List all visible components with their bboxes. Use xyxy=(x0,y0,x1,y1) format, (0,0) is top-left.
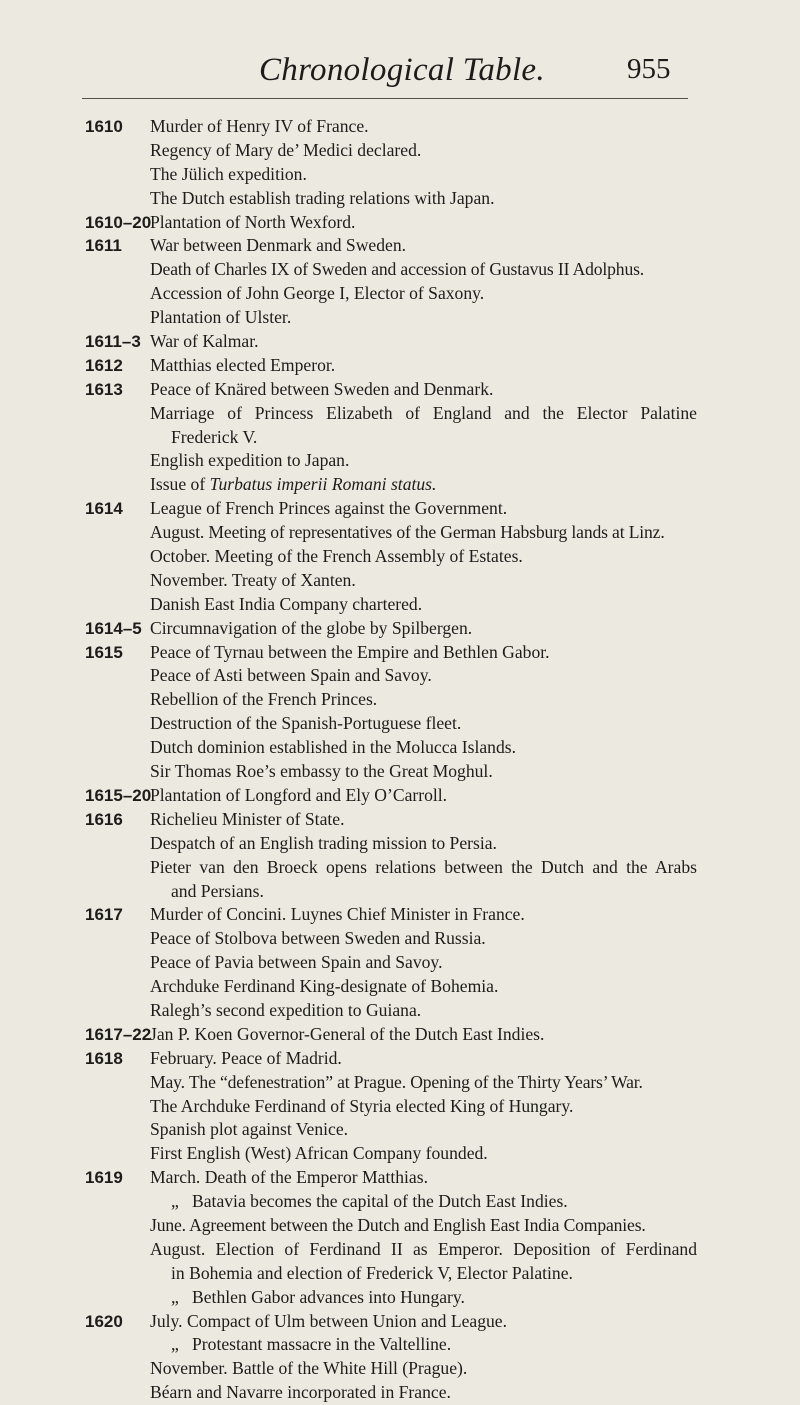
entry-text: English expedition to Japan. xyxy=(150,450,350,471)
chronology-entry xyxy=(0,951,800,975)
chronology-entry xyxy=(0,1023,800,1047)
chronology-entry xyxy=(0,999,800,1023)
page-title: Chronological Table. xyxy=(259,52,545,88)
chronology-entry xyxy=(0,1262,800,1286)
entry-year: 1610–20 xyxy=(85,212,152,232)
ditto-mark: „ xyxy=(171,1286,179,1307)
entry-text: Matthias elected Emperor. xyxy=(150,354,336,375)
chronology-entry xyxy=(0,115,800,139)
page-number: 955 xyxy=(627,53,671,85)
chronology-entry xyxy=(0,211,800,235)
entry-text: Death of Charles IX of Sweden and accession of Gustavus II Adolphus. xyxy=(150,259,645,280)
entry-year: 1616 xyxy=(85,809,123,829)
entry-text: Béarn and Navarre incorporated in France. xyxy=(150,1382,451,1403)
chronology-entry xyxy=(0,975,800,999)
entry-year: 1610 xyxy=(85,117,123,136)
ditto-mark: „ xyxy=(171,1191,179,1212)
entry-text: October. Meeting of the French Assembly of Estates. xyxy=(150,546,523,567)
chronology-entry xyxy=(0,569,800,593)
chronology-entry xyxy=(0,306,800,330)
chronology-entry xyxy=(0,808,800,832)
entry-year: 1611 xyxy=(85,236,122,256)
chronology-entry xyxy=(0,282,800,306)
chronology-entry xyxy=(0,402,800,426)
chronology-entry xyxy=(0,378,800,402)
chronology-entry xyxy=(0,832,800,856)
entry-text: First English (West) African Company founded. xyxy=(150,1143,488,1164)
entry-text: Peace of Stolbova between Sweden and Russia. xyxy=(150,928,486,949)
entry-text: War between Denmark and Sweden. xyxy=(150,235,407,256)
entry-text: Peace of Knäred between Sweden and Denmark. xyxy=(150,378,494,399)
chronology-entry xyxy=(0,927,800,951)
chronology-entry xyxy=(0,1357,800,1381)
entry-text: The Jülich expedition. xyxy=(150,163,307,184)
entry-text: November. Battle of the White Hill (Prague). xyxy=(150,1358,468,1379)
entry-text: and Persians. xyxy=(171,880,264,901)
chronology-entry xyxy=(0,1214,800,1238)
entry-text: Richelieu Minister of State. xyxy=(150,808,345,829)
entry-year: 1612 xyxy=(85,355,123,375)
entry-text: Danish East India Company chartered. xyxy=(150,593,423,614)
chronology-entry xyxy=(0,426,800,450)
ditto-mark: „ xyxy=(171,1334,179,1355)
entry-text: Spanish plot against Venice. xyxy=(150,1119,349,1140)
entry-year: 1615 xyxy=(85,642,123,662)
entry-text: August. Election of Ferdinand II as Emperor. Deposition of Ferdinand xyxy=(150,1238,697,1259)
chronology-entry xyxy=(0,1381,800,1405)
entry-year: 1613 xyxy=(85,379,123,399)
entry-text: Accession of John George I, Elector of Saxony. xyxy=(150,283,485,304)
chronology-entry xyxy=(0,330,800,354)
chronology-entry xyxy=(0,1238,800,1262)
entry-text: Peace of Pavia between Spain and Savoy. xyxy=(150,952,443,973)
entry-year: 1614–5 xyxy=(85,618,142,638)
chronology-entry xyxy=(0,497,800,521)
entry-year: 1618 xyxy=(85,1048,123,1068)
entry-year: 1617 xyxy=(85,905,123,925)
chronology-entry xyxy=(0,1166,800,1190)
chronology-entry xyxy=(0,712,800,736)
chronology-entry xyxy=(0,688,800,712)
entry-text-body: Batavia becomes the capital of the Dutch East Indies. xyxy=(192,1191,568,1212)
entry-text: Plantation of Longford and Ely O’Carroll. xyxy=(150,784,448,805)
entry-text: Dutch dominion established in the Molucca Islands. xyxy=(150,737,516,758)
chronology-entry xyxy=(0,856,800,880)
entry-text xyxy=(171,1333,451,1357)
entry-text: Plantation of Ulster. xyxy=(150,307,292,328)
entry-text: Peace of Tyrnau between the Empire and Bethlen Gabor. xyxy=(150,641,550,662)
entry-text: Despatch of an English trading mission to Persia. xyxy=(150,832,497,853)
entry-text xyxy=(171,1190,568,1214)
chronology-entry xyxy=(0,187,800,211)
chronology-entry xyxy=(0,521,800,545)
entry-text-italic: Turbatus imperii Romani status. xyxy=(209,474,437,495)
chronology-entry xyxy=(0,880,800,904)
chronology-entry xyxy=(0,1286,800,1310)
entry-text: Peace of Asti between Spain and Savoy. xyxy=(150,665,432,686)
chronology-entry xyxy=(0,545,800,569)
entry-year: 1617–22 xyxy=(85,1024,152,1044)
entry-year: 1614 xyxy=(85,499,123,519)
entry-text: in Bohemia and election of Frederick V, Elector Palatine. xyxy=(171,1262,573,1283)
chronology-entry xyxy=(0,641,800,665)
chronology-entry xyxy=(0,258,800,282)
entry-text: Destruction of the Spanish-Portuguese fleet. xyxy=(150,713,462,734)
chronology-entry xyxy=(0,1142,800,1166)
entry-text: League of French Princes against the Government. xyxy=(150,498,508,519)
chronology-entry xyxy=(0,664,800,688)
entry-text: July. Compact of Ulm between Union and League. xyxy=(150,1310,507,1331)
entry-text: Circumnavigation of the globe by Spilbergen. xyxy=(150,617,473,638)
entry-text: Frederick V. xyxy=(171,426,258,447)
entry-text: Jan P. Koen Governor-General of the Dutch East Indies. xyxy=(150,1023,545,1044)
chronology-entry xyxy=(0,760,800,784)
entry-text: Murder of Concini. Luynes Chief Minister in France. xyxy=(150,904,525,925)
entry-year: 1615–20 xyxy=(85,785,152,805)
running-header xyxy=(0,50,800,105)
chronology-entry xyxy=(0,163,800,187)
entry-year: 1619 xyxy=(85,1168,123,1188)
chronology-entry xyxy=(0,1118,800,1142)
entry-text-prefix: Issue of xyxy=(150,474,210,495)
entry-year: 1620 xyxy=(85,1311,123,1331)
chronology-entry xyxy=(0,736,800,760)
entry-text: February. Peace of Madrid. xyxy=(150,1047,342,1068)
entry-text: Murder of Henry IV of France. xyxy=(150,116,369,136)
entry-text: Regency of Mary de’ Medici declared. xyxy=(150,139,422,160)
chronology-entry xyxy=(0,1333,800,1357)
entry-text: November. Treaty of Xanten. xyxy=(150,569,356,590)
chronology-entry xyxy=(0,234,800,258)
entry-text: The Archduke Ferdinand of Styria elected King of Hungary. xyxy=(150,1095,574,1116)
chronology-entry xyxy=(0,903,800,927)
entry-text xyxy=(150,473,436,497)
entry-text: March. Death of the Emperor Matthias. xyxy=(150,1167,428,1188)
entry-text: War of Kalmar. xyxy=(150,331,259,352)
entry-text: Ralegh’s second expedition to Guiana. xyxy=(150,999,422,1020)
entry-text: August. Meeting of representatives of the German Habsburg lands at Linz. xyxy=(150,522,665,543)
entry-text xyxy=(171,1286,465,1310)
chronology-entry xyxy=(0,1047,800,1071)
chronology-entry xyxy=(0,139,800,163)
chronology-entry xyxy=(0,1310,800,1334)
chronology-entry xyxy=(0,473,800,497)
entry-text: Sir Thomas Roe’s embassy to the Great Moghul. xyxy=(150,761,493,782)
entry-text: Pieter van den Broeck opens relations between the Dutch and the Arabs xyxy=(150,856,697,877)
entry-text: Rebellion of the French Princes. xyxy=(150,689,378,710)
entry-text-body: Bethlen Gabor advances into Hungary. xyxy=(192,1286,465,1307)
entry-text: May. The “defenestration” at Prague. Opening of the Thirty Years’ War. xyxy=(150,1071,643,1092)
entry-year: 1611–3 xyxy=(85,332,141,352)
chronology-entry xyxy=(0,1190,800,1214)
entry-text: Archduke Ferdinand King-designate of Bohemia. xyxy=(150,976,499,997)
chronology-list xyxy=(0,115,800,1405)
chronology-entry xyxy=(0,617,800,641)
entry-text: Plantation of North Wexford. xyxy=(150,211,356,232)
header-rule xyxy=(82,98,688,99)
entry-text-body: Protestant massacre in the Valtelline. xyxy=(192,1334,452,1355)
chronology-entry xyxy=(0,593,800,617)
entry-text: The Dutch establish trading relations with Japan. xyxy=(150,187,495,208)
chronology-entry xyxy=(0,354,800,378)
chronology-entry xyxy=(0,449,800,473)
entry-text: Marriage of Princess Elizabeth of England and the Elector Palatine xyxy=(150,402,697,423)
chronology-entry xyxy=(0,1071,800,1095)
chronology-entry xyxy=(0,784,800,808)
chronology-entry xyxy=(0,1095,800,1119)
entry-text: June. Agreement between the Dutch and English East India Companies. xyxy=(150,1214,646,1235)
